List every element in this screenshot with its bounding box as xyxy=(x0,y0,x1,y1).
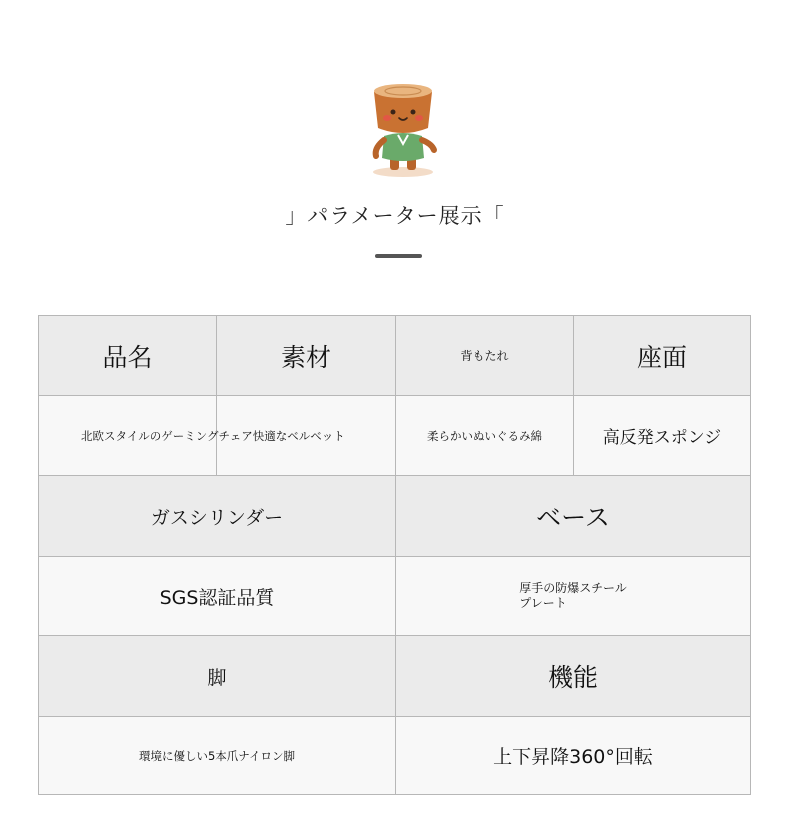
parameter-table xyxy=(38,315,751,795)
tree-stump-mascot-icon xyxy=(360,78,446,178)
table-value-cell xyxy=(396,557,750,636)
table-header-cell: 機能 xyxy=(396,636,750,717)
table-header-cell: 脚 xyxy=(39,636,396,717)
table-header-cell: 品名 xyxy=(39,316,217,396)
table-value-cell: 高反発スポンジ xyxy=(574,396,750,476)
table-value-cell: 環境に優しい5本爪ナイロン脚 xyxy=(39,717,396,794)
table-value-cell: 柔らかいぬいぐるみ綿 xyxy=(396,396,574,476)
title-underline xyxy=(375,254,422,258)
table-header-cell: 座面 xyxy=(574,316,750,396)
table-header-cell: ベース xyxy=(396,476,750,557)
table-value-cell: 上下昇降360°回転 xyxy=(396,717,750,794)
table-header-cell: ガスシリンダー xyxy=(39,476,396,557)
table-value-text: 厚手の防爆スチール プレート xyxy=(519,581,627,610)
section-title: 」パラメーター展示「 xyxy=(285,204,505,228)
table-header-cell: 背もたれ xyxy=(396,316,574,396)
table-value-text: 北欧スタイルのゲーミングチェア快適なベルベット xyxy=(81,429,345,443)
table-header-cell: 素材 xyxy=(217,316,396,396)
table-value-cell: SGS認証品質 xyxy=(39,557,396,636)
